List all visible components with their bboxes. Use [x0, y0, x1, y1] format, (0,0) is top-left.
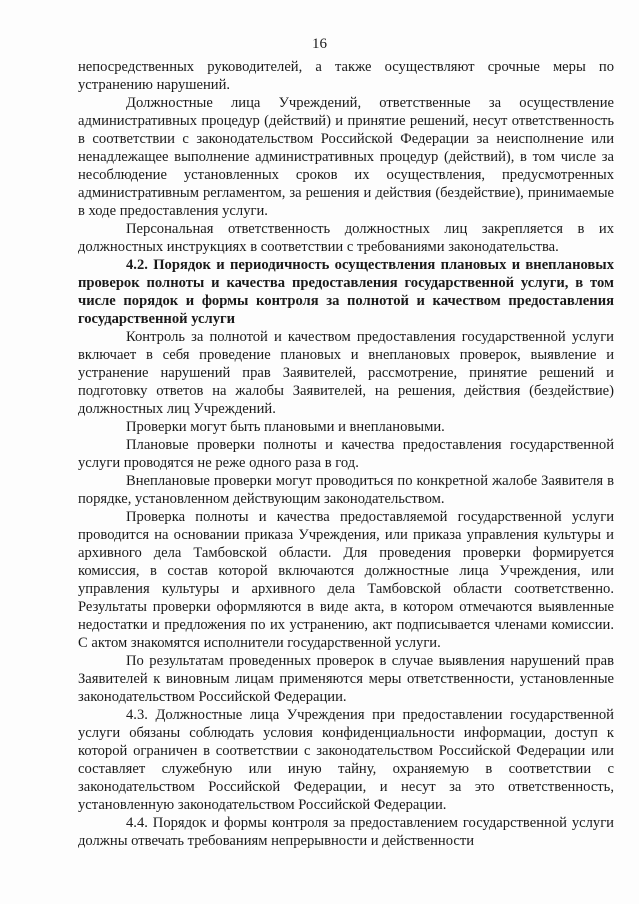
page-number: 16 — [312, 36, 327, 52]
paragraph-continuation: непосредственных руководителей, а также осуществляют срочные меры по устранению нарушений. — [78, 59, 614, 93]
paragraph-planned-checks: Плановые проверки полноты и качества предоставления государственной услуги проводятся не реже одного раза в год. — [78, 437, 614, 471]
paragraph-check-procedure: Проверка полноты и качества предоставляемой государственной услуги проводится на основании приказа Учреждения, или приказа управления культуры и архивного дела Тамбовской области. Для проведения проверки формируется комиссия, в состав которой включаются должностные лица Учреждения, или управления культуры и архивного дела Тамбовской области соответственно. Результаты проверки оформляются в виде акта, в котором отмечаются выявленные недостатки и предложения по их устранению, акт подписывается членами комиссии. С актом знакомятся исполнители государственной услуги. — [78, 509, 614, 651]
paragraph-check-types: Проверки могут быть плановыми и внеплановыми. — [126, 419, 445, 435]
paragraph-personal-responsibility: Персональная ответственность должностных лиц закрепляется в их должностных инструкциях в соответствии с требованиями законодательства. — [78, 221, 614, 255]
paragraph-section-4-4: 4.4. Порядок и формы контроля за предоставлением государственной услуги должны отвечать требованиям непрерывности и действенности — [78, 815, 614, 849]
paragraph-responsibility: Должностные лица Учреждений, ответственные за осуществление административных процедур (действий) и принятие решений, несут ответственность в соответствии с законодательством Российской Федерации за неисполнение или ненадлежащее выполнение административных процедур (действий), в том числе за несоблюдение установленных сроков их осуществления, предусмотренных административным регламентом, за решения и действия (бездействие), принимаемые в ходе предоставления услуги. — [78, 95, 614, 219]
paragraph-section-4-3: 4.3. Должностные лица Учреждения при предоставлении государственной услуги обязаны соблюдать условия конфиденциальности информации, доступ к которой ограничен в соответствии с законодательством Российской Федерации или составляет служебную или иную тайну, охраняемую в соответствии с законодательством Российской Федерации, и несут за это ответственность, установленную законодательством Российской Федерации. — [78, 707, 614, 813]
paragraph-control-scope: Контроль за полнотой и качеством предоставления государственной услуги включает в себя проведение плановых и внеплановых проверок, выявление и устранение нарушений прав Заявителей, рассмотрение, принятие решений и подготовку ответов на жалобы Заявителей, на решения, действия (бездействие) должностных лиц Учреждений. — [78, 329, 614, 417]
page-body — [78, 58, 614, 850]
paragraph-unplanned-checks: Внеплановые проверки могут проводиться по конкретной жалобе Заявителя в порядке, установленном действующим законодательством. — [78, 473, 614, 507]
paragraph-check-results: По результатам проведенных проверок в случае выявления нарушений прав Заявителей к виновным лицам применяются меры ответственности, установленные законодательством Российской Федерации. — [78, 653, 614, 705]
section-heading-4-2: 4.2. Порядок и периодичность осуществления плановых и внеплановых проверок полноты и качества предоставления государственной услуги, в том числе порядок и формы контроля за полнотой и качеством предоставления государственной услуги — [78, 257, 614, 327]
